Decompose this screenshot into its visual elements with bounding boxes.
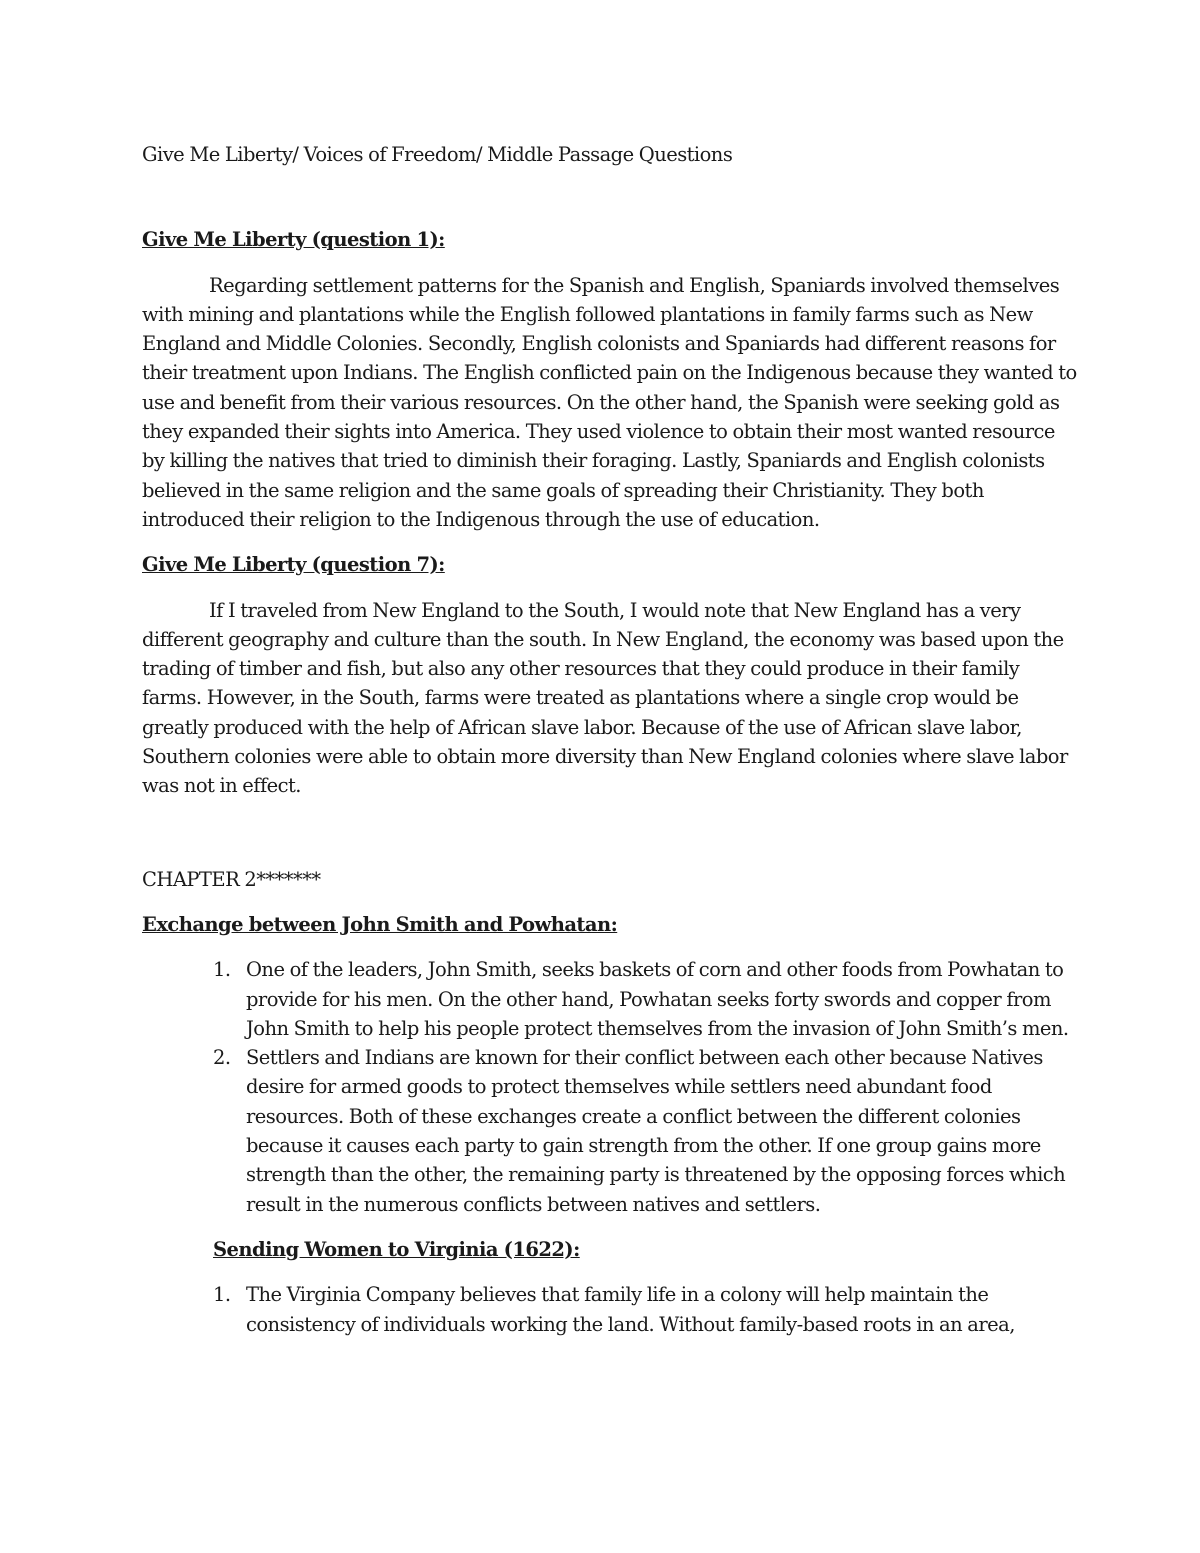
spacer bbox=[142, 169, 1082, 225]
section-paragraph-question-7: If I traveled from New England to the South, I would note that New England has a very different geography and culture than the south. In New England, the economy was based upon the trading of timber and fish, but also any other resources that they could produce in their family farms. However, in the South, farms were treated as plantations where a single crop would be greatly produced with the help of African slave labor. Because of the use of African slave labor, Southern colonies were able to obtain more diversity than New England colonies where slave labor was not in effect. bbox=[142, 598, 1068, 798]
list-item-number: 1. bbox=[213, 1283, 231, 1307]
section-paragraph-question-1: Regarding settlement patterns for the Spanish and English, Spaniards involved themselves with mining and plantations while the English followed plantations in family farms such as New England and Middle Colonies. Secondly, English colonists and Spaniards had different reasons for their treatment upon Indians. The English conflicted pain on the Indigenous because they wanted to use and benefit from their various resources. On the other hand, the Spanish were seeking gold as they expanded their sights into America. They used violence to obtain their most wanted resource by killing the natives that tried to diminish their foraging. Lastly, Spaniards and English colonists believed in the same religion and the same goals of spreading their Christianity. They both introduced their religion to the Indigenous through the use of education. bbox=[142, 273, 1077, 531]
spacer bbox=[142, 255, 1082, 271]
spacer bbox=[142, 1264, 1082, 1280]
document-body bbox=[142, 140, 1082, 1339]
spacer bbox=[142, 801, 1082, 865]
list-item-text: The Virginia Company believes that family life in a colony will help maintain the consistency of individuals working the land. Without family-based roots in an area, bbox=[246, 1283, 1015, 1336]
spacer bbox=[142, 894, 1082, 910]
sending-women-list bbox=[142, 1280, 1082, 1339]
list-item-number: 2. bbox=[213, 1046, 231, 1070]
spacer bbox=[142, 534, 1082, 550]
list-item-text: Settlers and Indians are known for their conflict between each other because Natives desire for armed goods to protect themselves while settlers need abundant food resources. Both of these exchanges create a conflict between the different colonies because it causes each party to gain strength from the other. If one group gains more strength than the other, the remaining party is threatened by the opposing forces which result in the numerous conflicts between natives and settlers. bbox=[246, 1046, 1066, 1216]
list-item bbox=[142, 955, 1082, 1043]
document-title: Give Me Liberty/ Voices of Freedom/ Middle Passage Questions bbox=[142, 143, 733, 166]
section-heading-exchange: Exchange between John Smith and Powhatan: bbox=[142, 912, 618, 936]
list-item-text: One of the leaders, John Smith, seeks baskets of corn and other foods from Powhatan to provide for his men. On the other hand, Powhatan seeks forty swords and copper from John Smith to help his people protect themselves from the invasion of John Smith’s men. bbox=[246, 958, 1069, 1040]
spacer bbox=[142, 1219, 1082, 1235]
chapter-label: CHAPTER 2******* bbox=[142, 867, 321, 891]
list-item bbox=[142, 1280, 1082, 1339]
section-heading-sending-women: Sending Women to Virginia (1622): bbox=[213, 1237, 580, 1261]
section-heading-question-7: Give Me Liberty (question 7): bbox=[142, 553, 445, 577]
section-heading-question-1: Give Me Liberty (question 1): bbox=[142, 228, 445, 252]
exchange-list bbox=[142, 955, 1082, 1219]
spacer bbox=[142, 939, 1082, 955]
list-item bbox=[142, 1043, 1082, 1219]
list-item-number: 1. bbox=[213, 958, 231, 982]
spacer bbox=[142, 580, 1082, 596]
